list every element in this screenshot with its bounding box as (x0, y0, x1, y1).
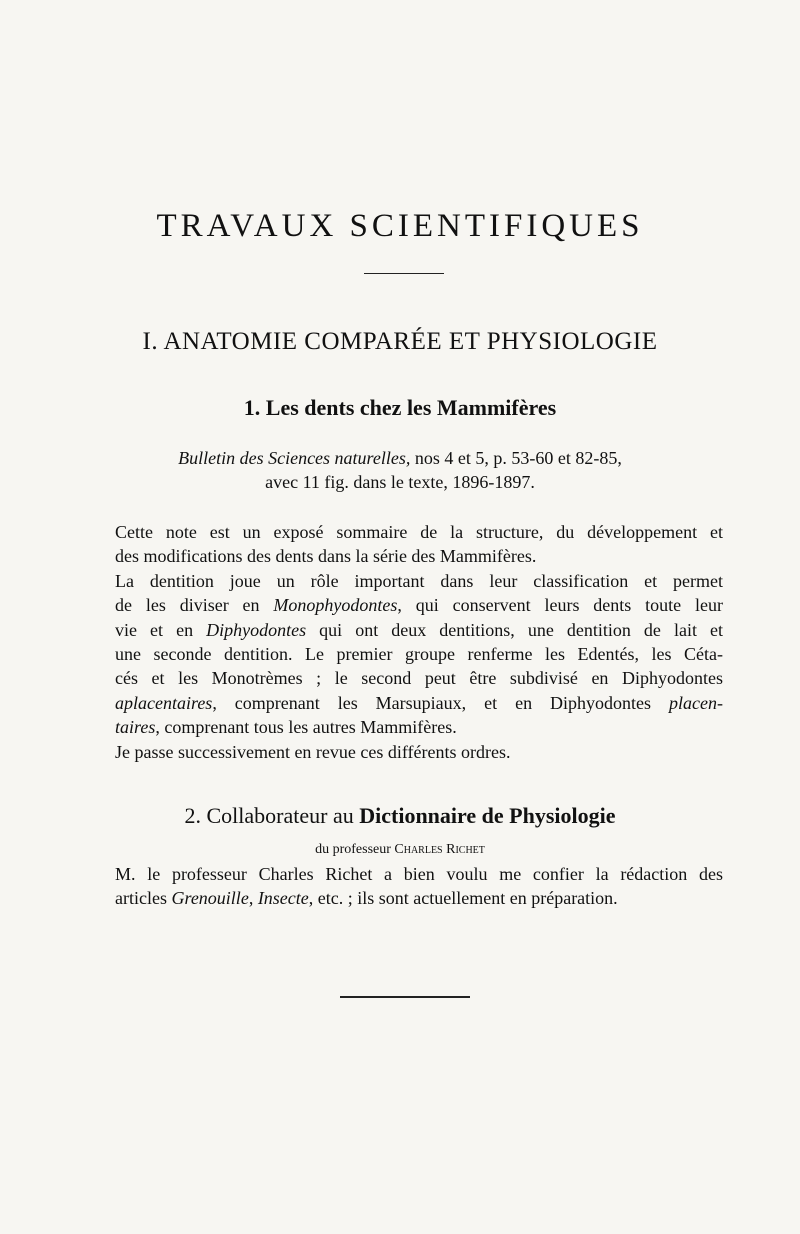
body-line: une seconde dentition. Le premier groupe renferme les Edentés, les Céta- (115, 644, 723, 665)
body-line: de les diviser en Monophyodontes, qui conservent leurs dents toute leur (115, 595, 724, 616)
section-1-title: 1. Les dents chez les Mammifères (243, 395, 557, 420)
section-2-body (115, 862, 723, 911)
section-1-reference-line-2: avec 11 fig. dans le texte, 1896-1897. (265, 472, 535, 492)
part-heading: I. ANATOMIE COMPARÉE ET PHYSIOLOGIE (142, 328, 658, 355)
body-line: taires, comprenant tous les autres Mammifères. (115, 717, 457, 738)
body-line: vie et en Diphyodontes qui ont deux dentitions, une dentition de lait et (115, 619, 723, 640)
title-rule (364, 273, 444, 274)
reference-pages: nos 4 et 5, p. 53-60 et 82-85, (410, 448, 622, 468)
body-line: M. le professeur Charles Richet a bien voulu me confier la rédaction des (115, 864, 723, 884)
section-1-body (115, 520, 723, 764)
end-rule (340, 996, 470, 998)
page-title: TRAVAUX SCIENTIFIQUES (156, 208, 644, 244)
body-line: cés et les Monotrèmes ; le second peut être subdivisé en Diphyodontes (115, 668, 723, 689)
section-2-title: 2. Collaborateur au Dictionnaire de Physiologie (184, 803, 616, 828)
body-line: Cette note est un exposé sommaire de la structure, du développement et (115, 522, 723, 542)
body-line: aplacentaires, comprenant les Marsupiaux, et en Diphyodontes placen- (115, 692, 723, 713)
body-line: des modifications des dents dans la série des Mammifères. (115, 546, 537, 567)
section-2-subtitle: du professeur Charles Richet (315, 842, 485, 857)
section-1-reference-line-1 (0, 448, 800, 469)
body-line: La dentition joue un rôle important dans leur classification et permet (115, 570, 723, 591)
body-line: Je passe successivement en revue ces différents ordres. (115, 741, 511, 762)
reference-journal: Bulletin des Sciences naturelles, (178, 448, 411, 468)
body-line: articles Grenouille, Insecte, etc. ; ils sont actuellement en préparation. (115, 888, 618, 909)
